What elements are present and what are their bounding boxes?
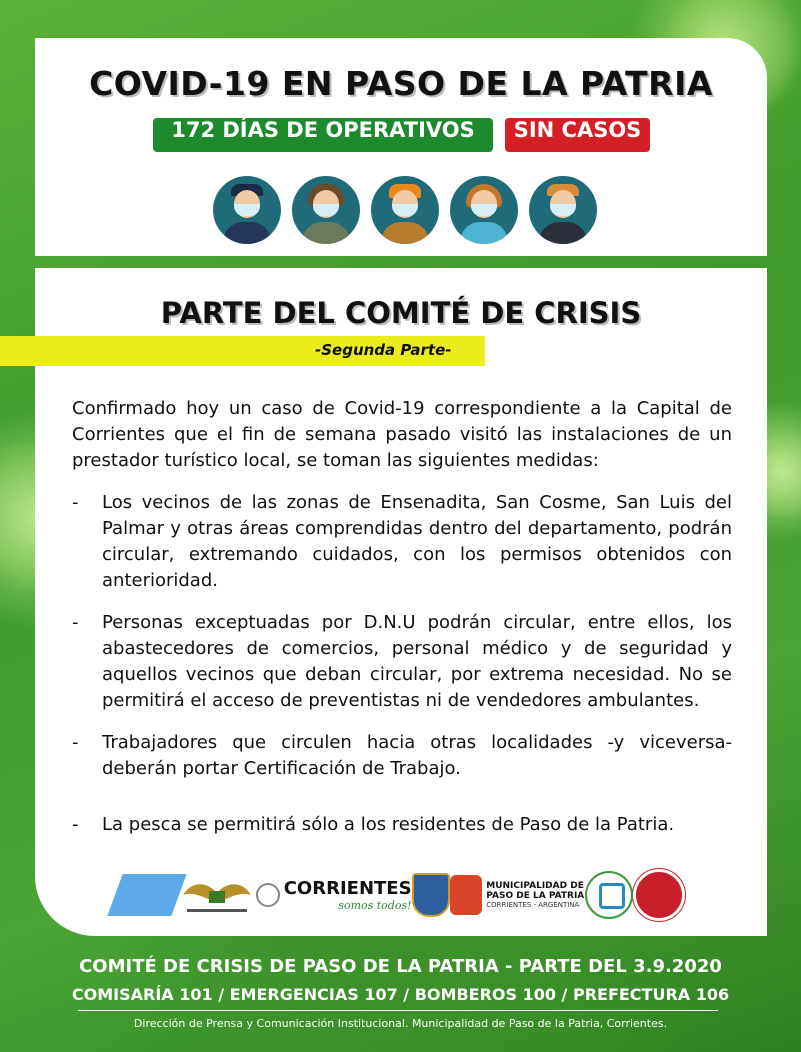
header-card (35, 38, 767, 256)
logo-strip (115, 870, 685, 920)
municipalidad-logo (450, 872, 584, 918)
avatar-row (213, 176, 597, 244)
muni-line2: PASO DE LA PATRIA (486, 891, 585, 901)
measure-text: Trabajadores que circulen hacia otras localidades -y viceversa- deberán portar Certificación de Trabajo. (102, 732, 732, 779)
police-shield-icon (412, 873, 450, 917)
measure-text: Los vecinos de las zonas de Ensenadita, San Cosme, San Luis del Palmar y otras áreas comprendidas dentro del departamento, podrán circular, extremando cuidados, con los permisos obtenidos con anterioridad. (102, 492, 732, 591)
list-item (72, 490, 732, 594)
footer-credit: Dirección de Prensa y Comunicación Institucional. Municipalidad de Paso de la Patria, Corrientes. (133, 1017, 668, 1030)
municipalidad-emblem-icon (450, 875, 482, 915)
measures-list (72, 490, 732, 854)
hospital-logo-icon (585, 871, 633, 919)
soldier-avatar-icon (292, 176, 360, 244)
emergency-numbers: COMISARÍA 101 / EMERGENCIAS 107 / BOMBEROS 100 / PREFECTURA 106 (71, 985, 730, 1004)
bullet-dash: - (72, 814, 79, 835)
status-badge: SIN CASOS (505, 118, 650, 152)
content-card (35, 268, 767, 936)
corrientes-slogan: somos todos! (338, 899, 412, 912)
list-item (72, 730, 732, 782)
corrientes-logo (256, 872, 412, 918)
intro-paragraph: Confirmado hoy un caso de Covid-19 correspondiente a la Capital de Corrientes que el fin de semana pasado visitó las instalaciones de un prestador turístico local, se toman las siguientes medidas: (72, 398, 732, 471)
subtitle: -Segunda Parte- (315, 341, 452, 359)
corrientes-name: CORRIENTES (283, 878, 412, 899)
nurse-avatar-icon (450, 176, 518, 244)
bomberos-logo-icon (633, 869, 685, 921)
firefighter-avatar-icon (371, 176, 439, 244)
page-title: COVID-19 EN PASO DE LA PATRIA (89, 64, 713, 103)
prefectura-logo-icon (107, 874, 186, 916)
bullet-dash: - (72, 492, 79, 513)
measure-text: La pesca se permitirá sólo a los residentes de Paso de la Patria. (102, 814, 675, 835)
official-avatar-icon (529, 176, 597, 244)
muni-line3: CORRIENTES - ARGENTINA (486, 901, 580, 909)
footer-divider (78, 1010, 718, 1011)
list-item (72, 812, 732, 838)
measure-text: Personas exceptuadas por D.N.U podrán circular, entre ellos, los abastecedores de comercios, personal médico y de seguridad y aquellos vecinos que deban circular, por extrema necesidad. No se permitirá el acceso de preventistas ni de vendedores ambulantes. (102, 612, 732, 711)
list-item (72, 610, 732, 714)
gendarmeria-logo-icon (179, 873, 255, 917)
muni-line1: MUNICIPALIDAD DE (486, 881, 584, 891)
days-badge: 172 DÍAS DE OPERATIVOS (153, 118, 493, 152)
footer-title: COMITÉ DE CRISIS DE PASO DE LA PATRIA - PARTE DEL 3.9.2020 (79, 956, 722, 977)
bullet-dash: - (72, 732, 79, 753)
section-title: PARTE DEL COMITÉ DE CRISIS (160, 296, 642, 330)
police-avatar-icon (213, 176, 281, 244)
corrientes-seal-icon (256, 883, 280, 907)
bullet-dash: - (72, 612, 79, 633)
